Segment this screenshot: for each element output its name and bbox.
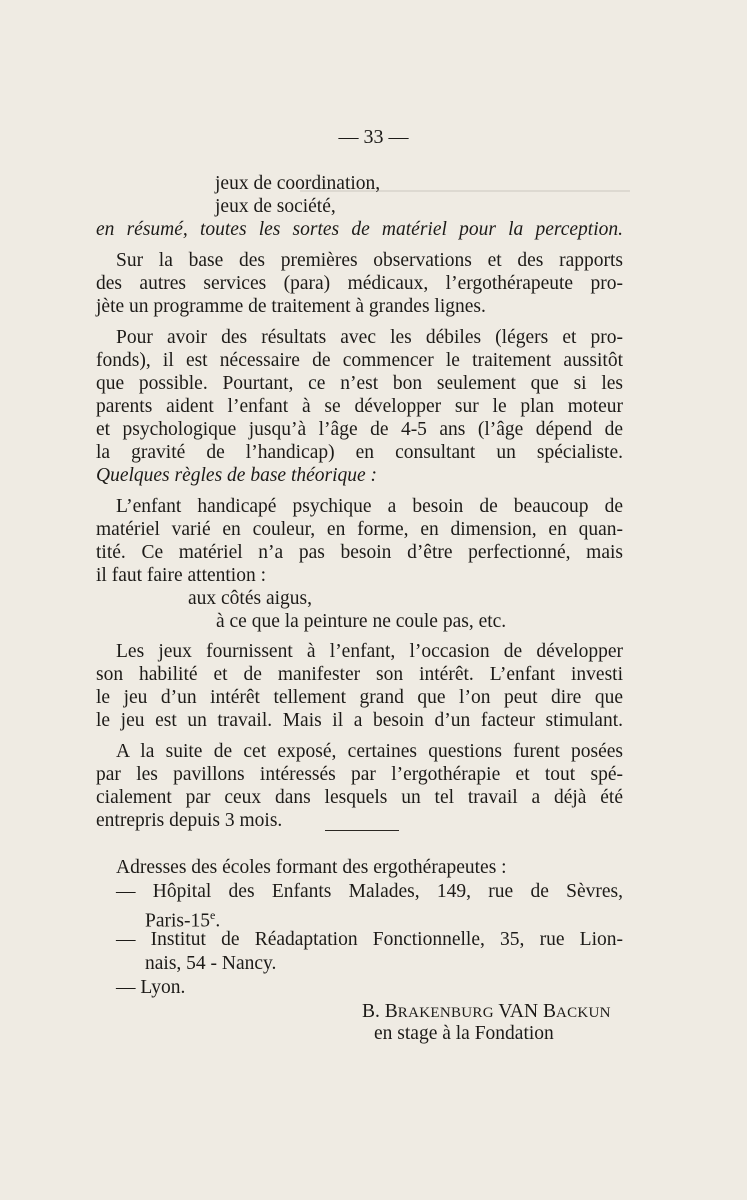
paragraph-5-line: A la suite de cet exposé, certaines questions furent posées	[116, 741, 623, 762]
address-nancy-line-2: nais, 54 - Nancy.	[145, 953, 277, 974]
paragraph-1-line: des autres services (para) médicaux, l’ergothérapeute pro-	[96, 273, 623, 294]
address-nancy-line-1: — Institut de Réadaptation Fonctionnelle, 35, rue Lion-	[116, 929, 623, 950]
paragraph-2-line: que possible. Pourtant, ce n’est bon seulement que si les	[96, 373, 623, 394]
paragraph-2-line: parents aident l’enfant à se développer sur le plan moteur	[96, 396, 623, 417]
signature-role: en stage à la Fondation	[374, 1023, 554, 1044]
paragraph-2-line: la gravité de l’handicap) en consultant un spécialiste.	[96, 442, 623, 463]
surname-1-smallcaps: RAKENBURG	[397, 1005, 494, 1021]
paragraph-1-line: jète un programme de traitement à grandes lignes.	[96, 296, 486, 317]
indented-item: aux côtés aigus,	[188, 588, 313, 609]
paragraph-3-line: matériel varié en couleur, en forme, en dimension, en quan-	[96, 519, 623, 540]
paragraph-4-line: le jeu est un travail. Mais il a besoin d’un facteur stimulant.	[96, 710, 623, 731]
paragraph-3-line: tité. Ce matériel n’a pas besoin d’être perfectionné, mais	[96, 542, 623, 563]
address-paris-line-1: — Hôpital des Enfants Malades, 149, rue de Sèvres,	[116, 881, 623, 902]
paragraph-2-line: Pour avoir des résultats avec les débiles (légers et pro-	[116, 327, 623, 348]
paragraph-5-line: entrepris depuis 3 mois.	[96, 810, 283, 831]
section-subheading: Quelques règles de base théorique :	[96, 465, 378, 486]
paragraph-3-line: il faut faire attention :	[96, 565, 267, 586]
paragraph-5-line: cialement par ceux dans lesquels un tel travail a déjà été	[96, 787, 623, 808]
paragraph-2-line: fonds), il est nécessaire de commencer le traitement aussitôt	[96, 350, 623, 371]
ordinal-superscript: e	[210, 908, 216, 922]
summary-line: en résumé, toutes les sortes de matériel pour la perception.	[96, 219, 623, 240]
address-paris-city: Paris-15	[145, 910, 210, 932]
paragraph-5-line: par les pavillons intéressés par l’ergothérapie et tout spé-	[96, 764, 623, 785]
surname-particle: VAN	[493, 1001, 543, 1022]
address-paris-period: .	[215, 910, 221, 932]
surname-2-smallcaps: ACKUN	[555, 1005, 611, 1021]
page-number: — 33 —	[338, 126, 409, 148]
list-line-societe: jeux de société,	[215, 196, 336, 217]
paragraph-4-line: Les jeux fournissent à l’enfant, l’occasion de développer	[116, 641, 623, 662]
paragraph-2-line: et psychologique jusqu’à l’âge de 4-5 ans (l’âge dépend de	[96, 419, 623, 440]
section-divider	[325, 830, 399, 831]
paragraph-4-line: le jeu d’un intérêt tellement grand que l’on peut dire que	[96, 687, 623, 708]
list-line-coordination: jeux de coordination,	[215, 173, 381, 194]
paragraph-4-line: son habilité et de manifester son intérêt. L’enfant investi	[96, 664, 623, 685]
paragraph-3-line: L’enfant handicapé psychique a besoin de beaucoup de	[116, 496, 623, 517]
paragraph-1-line: Sur la base des premières observations et des rapports	[116, 250, 623, 271]
indented-item: à ce que la peinture ne coule pas, etc.	[216, 611, 507, 632]
surname-2-cap: B	[542, 1001, 556, 1022]
address-lyon: — Lyon.	[116, 977, 186, 998]
surname-1-cap: B	[384, 1001, 398, 1022]
signature-initial: B.	[362, 1001, 385, 1022]
addresses-intro: Adresses des écoles formant des ergothérapeutes :	[116, 857, 507, 878]
